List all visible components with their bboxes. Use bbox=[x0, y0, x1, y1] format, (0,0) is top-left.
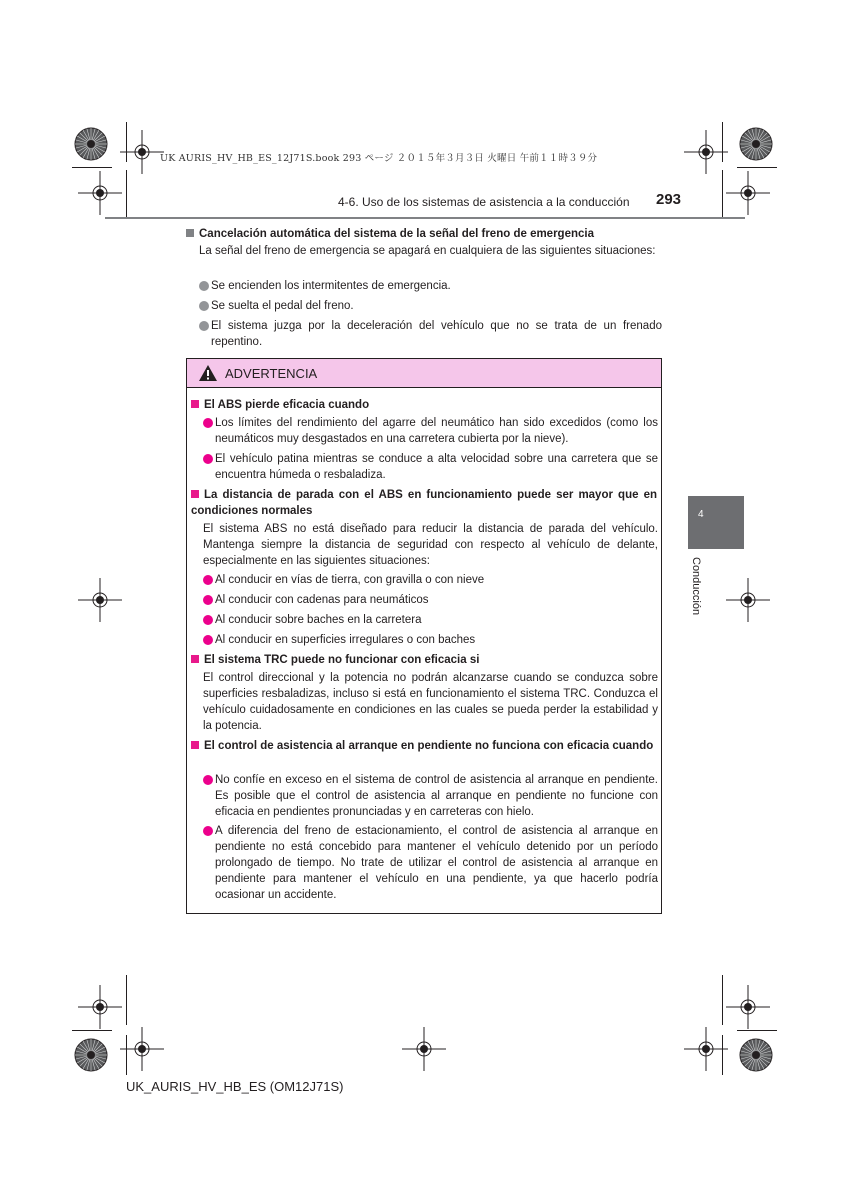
crop-line bbox=[126, 170, 127, 218]
crop-line bbox=[126, 1035, 127, 1075]
warning-triangle-icon bbox=[198, 364, 218, 382]
bullet-icon bbox=[199, 321, 209, 331]
bullet-icon bbox=[203, 635, 213, 645]
registration-mark-icon bbox=[726, 171, 770, 215]
print-line: UK AURIS_HV_HB_ES_12J71S.book 293 ページ ２０１５年３月３日 火曜日 午前１１時３９分 bbox=[160, 153, 598, 164]
list-item: Al conducir con cadenas para neumáticos bbox=[203, 592, 658, 608]
footer-code: UK_AURIS_HV_HB_ES (OM12J71S) bbox=[126, 1079, 344, 1094]
crop-line bbox=[722, 170, 723, 218]
registration-mark-icon bbox=[78, 578, 122, 622]
crop-line bbox=[722, 122, 723, 162]
bullet-icon bbox=[203, 575, 213, 585]
list-item: A diferencia del freno de estacionamiento, el control de asistencia al arranque en pendiente no está concebido para mantener el vehículo detenido por un período prolongado de tiempo. No trate de utilizar el control de asistencia al arranque en pendiente para mantener el vehículo en una pendiente, ya que hacerlo podría ocasionar un accidente. bbox=[203, 823, 658, 903]
chapter-tab bbox=[688, 496, 744, 549]
list-item: Se encienden los intermitentes de emergencia. bbox=[199, 278, 662, 294]
stopping-body: El sistema ABS no está diseñado para reducir la distancia de parada del vehículo. Mantenga siempre la distancia de seguridad con respecto al vehículo de delante, especialmente en las siguientes situaciones: bbox=[203, 523, 658, 567]
page-number: 293 bbox=[656, 191, 682, 208]
hill-heading: El control de asistencia al arranque en pendiente no funciona con eficacia cuando bbox=[191, 738, 657, 754]
print-wheel-icon bbox=[738, 126, 774, 162]
print-wheel-icon bbox=[73, 126, 109, 162]
list-item: El sistema juzga por la deceleración del vehículo que no se trata de un frenado repentino. bbox=[199, 318, 662, 350]
registration-mark-icon bbox=[402, 1027, 446, 1071]
list-item: Los límites del rendimiento del agarre del neumático han sido excedidos (como los neumáticos muy desgastados en una carretera cubierta por la nieve). bbox=[203, 415, 658, 447]
bullet-icon bbox=[203, 615, 213, 625]
bullet-icon bbox=[199, 301, 209, 311]
list-item: El vehículo patina mientras se conduce a alta velocidad sobre una carretera que se encuentra húmeda o resbaladiza. bbox=[203, 451, 658, 483]
list-item: Se suelta el pedal del freno. bbox=[199, 298, 662, 314]
section-title: 4-6. Uso de los sistemas de asistencia a la conducción bbox=[338, 195, 630, 209]
registration-mark-icon bbox=[726, 985, 770, 1029]
list-item: Al conducir sobre baches en la carretera bbox=[203, 612, 658, 628]
crop-line bbox=[126, 975, 127, 1025]
square-bullet-icon bbox=[191, 741, 199, 749]
main-intro: La señal del freno de emergencia se apagará en cualquiera de las siguientes situaciones: bbox=[199, 245, 656, 257]
square-bullet-icon bbox=[191, 400, 199, 408]
square-bullet-icon bbox=[191, 490, 199, 498]
square-bullet-icon bbox=[191, 655, 199, 663]
crop-line bbox=[737, 1030, 777, 1031]
main-heading: Cancelación automática del sistema de la señal del freno de emergencia bbox=[186, 226, 666, 242]
bullet-icon bbox=[203, 418, 213, 428]
square-bullet-icon bbox=[186, 229, 194, 237]
crop-line bbox=[72, 1030, 112, 1031]
crop-line bbox=[722, 1035, 723, 1075]
registration-mark-icon bbox=[726, 578, 770, 622]
bullet-icon bbox=[203, 595, 213, 605]
list-item: Al conducir en superficies irregulares o con baches bbox=[203, 632, 658, 648]
registration-mark-icon bbox=[78, 171, 122, 215]
stopping-heading: La distancia de parada con el ABS en funcionamiento puede ser mayor que en condiciones normales bbox=[191, 489, 657, 517]
trc-heading: El sistema TRC puede no funcionar con eficacia si bbox=[191, 652, 657, 668]
header-rule bbox=[105, 217, 745, 219]
abs-heading: El ABS pierde eficacia cuando bbox=[191, 397, 657, 413]
trc-body: El control direccional y la potencia no podrán alcanzarse cuando se conduzca sobre superficies resbaladizas, incluso si está en funcionamiento el sistema TRC. Conduzca el vehículo cuidadosamente en condiciones en las cuales se pueda perder la estabilidad y la potencia. bbox=[203, 672, 658, 732]
chapter-label: Conducción bbox=[690, 557, 702, 616]
crop-line bbox=[722, 975, 723, 1025]
list-item: Al conducir en vías de tierra, con gravilla o con nieve bbox=[203, 572, 658, 588]
print-wheel-icon bbox=[73, 1037, 109, 1073]
crop-line bbox=[72, 167, 112, 168]
crop-line bbox=[126, 122, 127, 162]
crop-line bbox=[737, 167, 777, 168]
bullet-icon bbox=[199, 281, 209, 291]
registration-mark-icon bbox=[78, 985, 122, 1029]
print-wheel-icon bbox=[738, 1037, 774, 1073]
bullet-icon bbox=[203, 826, 213, 836]
list-item: No confíe en exceso en el sistema de control de asistencia al arranque en pendiente. Es posible que el control de asistencia al arranque en pendiente no funcione con eficacia en pendientes pronunciadas y en carreteras con hielo. bbox=[203, 772, 658, 820]
bullet-icon bbox=[203, 454, 213, 464]
warning-title: ADVERTENCIA bbox=[225, 366, 318, 381]
chapter-number: 4 bbox=[698, 509, 704, 520]
bullet-icon bbox=[203, 775, 213, 785]
